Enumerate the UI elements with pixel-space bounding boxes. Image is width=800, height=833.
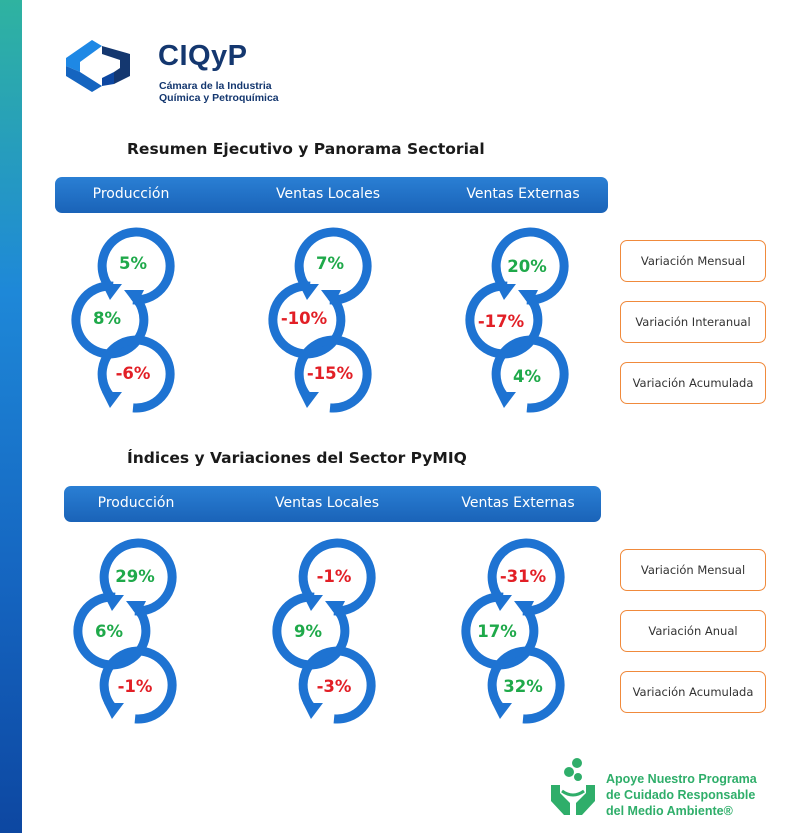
legend-variacion-anual: Variación Anual	[620, 610, 766, 652]
legend-variacion-mensual: Variación Mensual	[620, 549, 766, 591]
footer-line3: del Medio Ambiente®	[606, 804, 733, 818]
brand-subtitle-line1: Cámara de la Industria	[159, 80, 272, 92]
ring-arrowhead	[102, 392, 122, 408]
value-interanual: 6%	[94, 622, 123, 641]
left-accent-bar	[0, 0, 22, 833]
ring-arrowhead	[104, 703, 124, 719]
value-interanual: -10%	[280, 309, 328, 328]
ring-arrowhead	[492, 703, 512, 719]
footer-line2: de Cuidado Responsable	[606, 788, 756, 802]
hands-leaf-icon	[548, 755, 598, 819]
section-header-band	[64, 486, 601, 522]
legend-variacion-acumulada: Variación Acumulada	[620, 671, 766, 713]
value-acumulada: 4%	[512, 367, 541, 386]
value-mensual: 20%	[507, 257, 547, 276]
brand-subtitle-line2: Química y Petroquímica	[159, 92, 279, 104]
column-header-produccion: Producción	[92, 186, 170, 202]
value-acumulada: -3%	[316, 677, 352, 696]
value-interanual: 17%	[477, 622, 517, 641]
footer-line1: Apoye Nuestro Programa	[606, 772, 757, 786]
column-header-ventas-externas: Ventas Externas	[461, 495, 575, 511]
value-acumulada: -15%	[306, 364, 354, 383]
ring-arrowhead	[299, 392, 319, 408]
ring-arrowhead	[303, 703, 323, 719]
ciqyp-logo-icon	[58, 36, 144, 96]
value-mensual: 29%	[115, 567, 155, 586]
section-header-band	[55, 177, 608, 213]
value-acumulada: -1%	[117, 677, 153, 696]
value-acumulada: 32%	[503, 677, 543, 696]
value-interanual: 8%	[92, 309, 121, 328]
legend-variacion-acumulada: Variación Acumulada	[620, 362, 766, 404]
column-header-produccion: Producción	[97, 495, 175, 511]
value-interanual: -17%	[477, 312, 525, 331]
legend-variacion-interanual: Variación Interanual	[620, 301, 766, 343]
column-header-ventas-locales: Ventas Locales	[275, 495, 379, 511]
ring-arrowhead	[496, 392, 516, 408]
value-mensual: -31%	[499, 567, 547, 586]
legend-variacion-mensual: Variación Mensual	[620, 240, 766, 282]
value-interanual: 9%	[293, 622, 322, 641]
column-header-ventas-externas: Ventas Externas	[466, 186, 580, 202]
value-mensual: -1%	[316, 567, 352, 586]
value-mensual: 7%	[315, 254, 344, 273]
section-title-pymiq: Índices y Variaciones del Sector PyMIQ	[127, 449, 467, 467]
ciqyp-logo	[58, 36, 298, 104]
value-acumulada: -6%	[115, 364, 151, 383]
brand-name: CIQyP	[158, 40, 248, 72]
value-mensual: 5%	[118, 254, 147, 273]
column-header-ventas-locales: Ventas Locales	[276, 186, 380, 202]
section-title-resumen: Resumen Ejecutivo y Panorama Sectorial	[127, 140, 485, 158]
